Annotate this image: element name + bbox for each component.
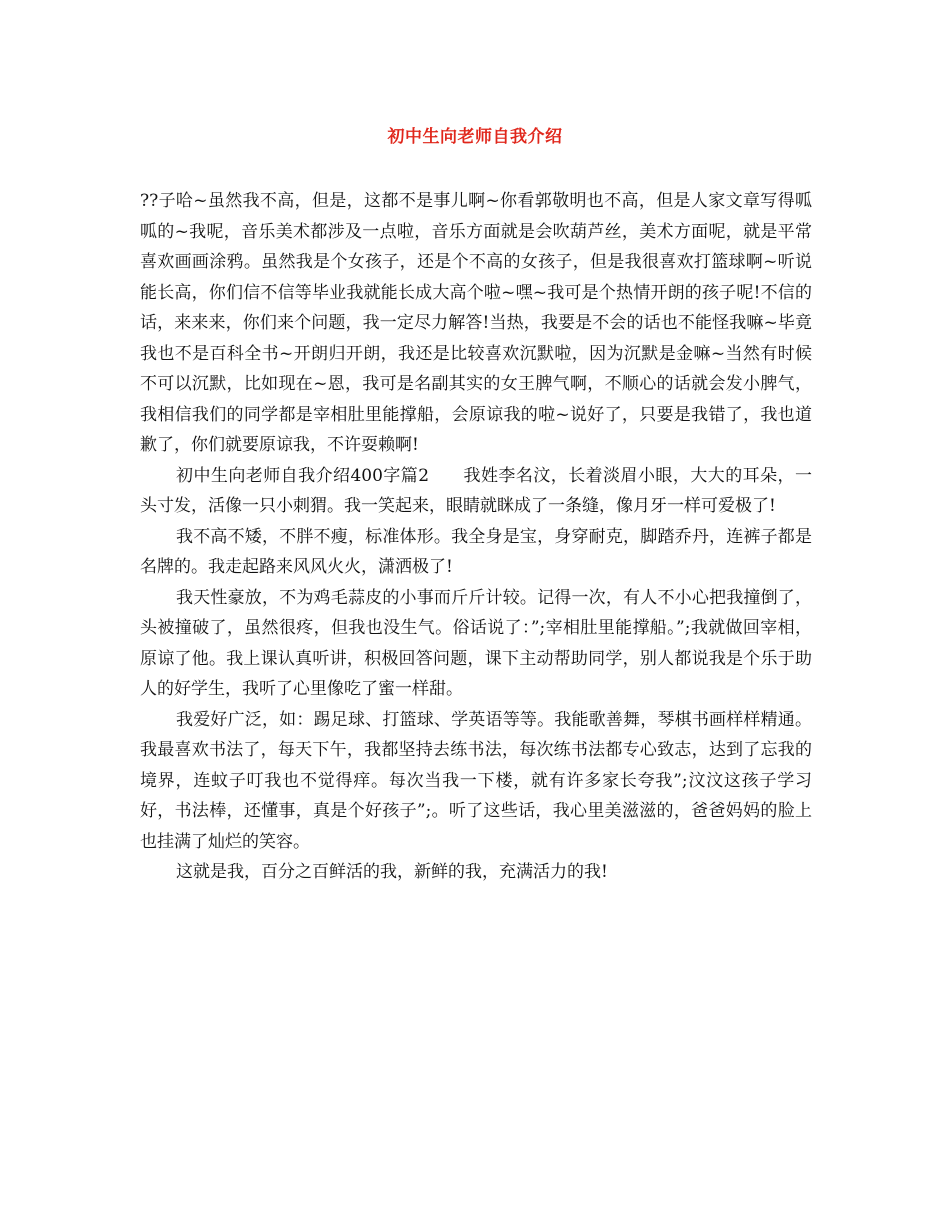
paragraph-1: ??子哈~虽然我不高，但是，这都不是事儿啊~你看郭敬明也不高，但是人家文章写得呱呱的~我呢，音乐美术都涉及一点啦，音乐方面就是会吹葫芦丝，美术方面呢，就是平常喜欢画画涂鸦。虽然我是个女孩子，还是个不高的女孩子，但是我很喜欢打篮球啊~听说能长高，你们信不信等毕业我就能长成大高个啦~嘿~我可是个热情开朗的孩子呢!不信的话，来来来，你们来个问题，我一定尽力解答!当热，我要是不会的话也不能怪我嘛~毕竟我也不是百科全书~开朗归开朗，我还是比较喜欢沉默啦，因为沉默是金嘛~当然有时候不可以沉默，比如现在~恩，我可是名副其实的女王脾气啊，不顺心的话就会发小脾气，我相信我们的同学都是宰相肚里能撑船，会原谅我的啦~说好了，只要是我错了，我也道歉了，你们就要原谅我，不许耍赖啊! [140,191,812,455]
paragraph-4: 我天性豪放，不为鸡毛蒜皮的小事而斤斤计较。记得一次，有人不小心把我撞倒了，头被撞破了，虽然很疼，但我也没生气。俗话说了：”;宰相肚里能撑船。”;我就做回宰相，原谅了他。我上课认真听讲，积极回答问题，课下主动帮助同学，别人都说我是个乐于助人的好学生，我听了心里像吃了蜜一样甜。 [140,587,812,699]
paragraph-6: 这就是我，百分之百鲜活的我，新鲜的我，充满活力的我! [176,862,608,882]
document-title: 初中生向老师自我介绍 [387,127,563,147]
section-heading: 初中生向老师自我介绍400字篇2 [176,465,430,486]
paragraph-2-text: 我姓李名汶，长着淡眉小眼，大大的耳朵，一头寸发，活像一只小刺猬。我一笑起来，眼睛就眯成了一条缝，像月牙一样可爱极了! [140,465,813,516]
document-body [140,186,812,888]
paragraph-3: 我不高不矮，不胖不瘦，标准体形。我全身是宝，身穿耐克，脚踏乔丹，连裤子都是名牌的。我走起路来风风火火，潇洒极了! [140,526,812,577]
paragraph-2 [140,461,812,522]
paragraph-5: 我爱好广泛，如：踢足球、打篮球、学英语等等。我能歌善舞，琴棋书画样样精通。我最喜欢书法了，每天下午，我都坚持去练书法，每次练书法都专心致志，达到了忘我的境界，连蚊子叮我也不觉得痒。每次当我一下楼，就有许多家长夸我”;汶汶这孩子学习好，书法棒，还懂事，真是个好孩子”;。听了这些话，我心里美滋滋的，爸爸妈妈的脸上也挂满了灿烂的笑容。 [140,709,812,852]
